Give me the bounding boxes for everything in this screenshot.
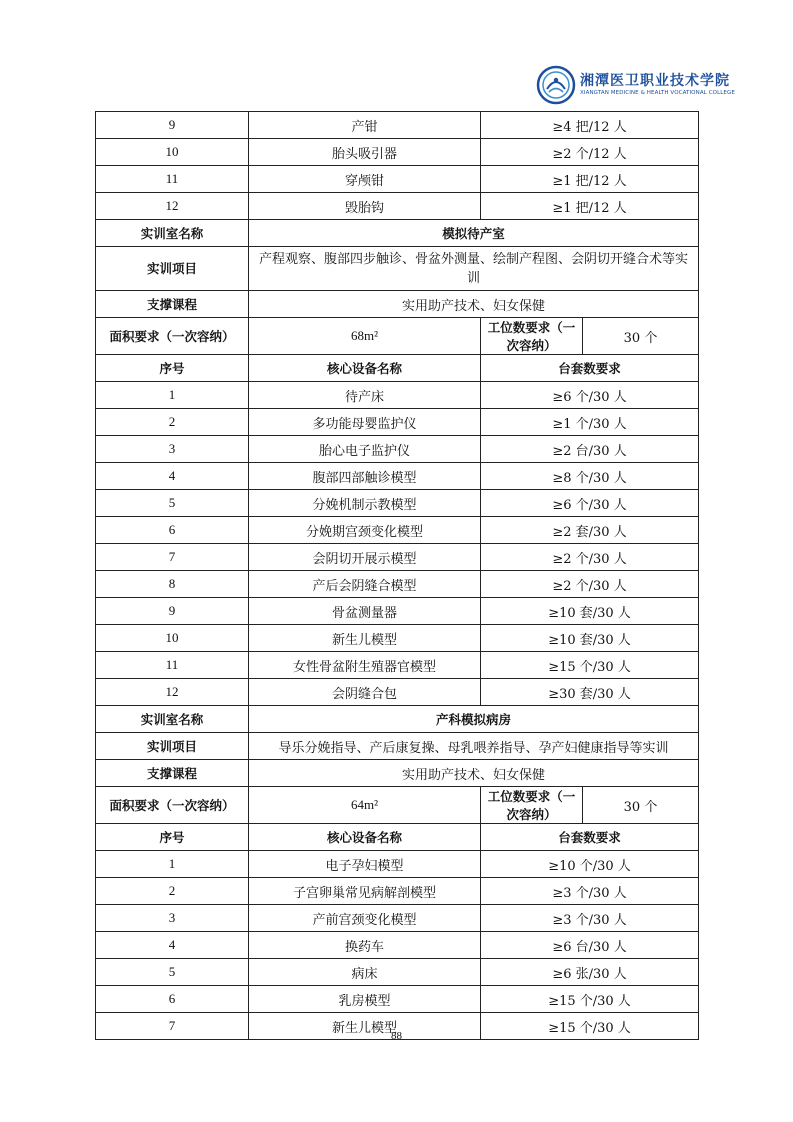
column-header-quantity: 台套数要求 xyxy=(481,824,699,851)
room-name: 模拟待产室 xyxy=(249,220,699,247)
quantity-requirement: ≥1 个/30 人 xyxy=(481,409,699,436)
quantity-requirement: ≥3 个/30 人 xyxy=(481,878,699,905)
course-value: 实用助产技术、妇女保健 xyxy=(249,760,699,787)
row-number: 5 xyxy=(96,959,249,986)
area-label: 面积要求（一次容纳） xyxy=(96,318,249,355)
quantity-requirement: ≥6 个/30 人 xyxy=(481,490,699,517)
quantity-requirement: ≥10 个/30 人 xyxy=(481,851,699,878)
area-row xyxy=(96,318,699,355)
equipment-name: 分娩期宫颈变化模型 xyxy=(249,517,481,544)
row-number: 1 xyxy=(96,382,249,409)
project-value: 导乐分娩指导、产后康复操、母乳喂养指导、孕产妇健康指导等实训 xyxy=(249,733,699,760)
project-row xyxy=(96,247,699,291)
column-header-quantity: 台套数要求 xyxy=(481,355,699,382)
table-row xyxy=(96,652,699,679)
row-number: 4 xyxy=(96,932,249,959)
course-label: 支撑课程 xyxy=(96,291,249,318)
column-header-number: 序号 xyxy=(96,355,249,382)
equipment-name: 病床 xyxy=(249,959,481,986)
quantity-requirement: ≥2 个/30 人 xyxy=(481,571,699,598)
project-row xyxy=(96,733,699,760)
quantity-requirement: ≥8 个/30 人 xyxy=(481,463,699,490)
room-name-row xyxy=(96,706,699,733)
area-row xyxy=(96,787,699,824)
row-number: 6 xyxy=(96,517,249,544)
project-label: 实训项目 xyxy=(96,733,249,760)
table-row xyxy=(96,193,699,220)
area-value: 68m² xyxy=(249,318,481,355)
quantity-requirement: ≥15 个/30 人 xyxy=(481,986,699,1013)
equipment-name: 会阴切开展示模型 xyxy=(249,544,481,571)
row-number: 2 xyxy=(96,878,249,905)
row-number: 9 xyxy=(96,112,249,139)
room-name-row xyxy=(96,220,699,247)
column-header-equipment: 核心设备名称 xyxy=(249,355,481,382)
quantity-requirement: ≥30 套/30 人 xyxy=(481,679,699,706)
row-number: 10 xyxy=(96,625,249,652)
equipment-name: 分娩机制示教模型 xyxy=(249,490,481,517)
quantity-requirement: ≥2 套/30 人 xyxy=(481,517,699,544)
table-row xyxy=(96,932,699,959)
equipment-name: 新生儿模型 xyxy=(249,1013,481,1040)
row-number: 1 xyxy=(96,851,249,878)
course-value: 实用助产技术、妇女保健 xyxy=(249,291,699,318)
table-row xyxy=(96,598,699,625)
quantity-requirement: ≥2 个/12 人 xyxy=(481,139,699,166)
equipment-name: 新生儿模型 xyxy=(249,625,481,652)
table-row xyxy=(96,436,699,463)
room-name-label: 实训室名称 xyxy=(96,220,249,247)
page-number: 88 xyxy=(391,1030,402,1042)
table-row xyxy=(96,490,699,517)
table-row xyxy=(96,959,699,986)
row-number: 5 xyxy=(96,490,249,517)
equipment-name: 待产床 xyxy=(249,382,481,409)
row-number: 6 xyxy=(96,986,249,1013)
college-name-english: XIANGTAN MEDICINE & HEALTH VOCATIONAL COLLEGE xyxy=(580,90,735,96)
row-number: 2 xyxy=(96,409,249,436)
table-row xyxy=(96,851,699,878)
row-number: 10 xyxy=(96,139,249,166)
project-value: 产程观察、腹部四步触诊、骨盆外测量、绘制产程图、会阴切开缝合术等实训 xyxy=(249,247,699,291)
equipment-name: 电子孕妇模型 xyxy=(249,851,481,878)
equipment-name: 产前宫颈变化模型 xyxy=(249,905,481,932)
course-row xyxy=(96,760,699,787)
equipment-name: 骨盆测量器 xyxy=(249,598,481,625)
column-header-row xyxy=(96,355,699,382)
course-label: 支撑课程 xyxy=(96,760,249,787)
quantity-requirement: ≥10 套/30 人 xyxy=(481,625,699,652)
table-row xyxy=(96,878,699,905)
quantity-requirement: ≥15 个/30 人 xyxy=(481,1013,699,1040)
equipment-name: 多功能母婴监护仪 xyxy=(249,409,481,436)
quantity-requirement: ≥6 张/30 人 xyxy=(481,959,699,986)
column-header-number: 序号 xyxy=(96,824,249,851)
table-row xyxy=(96,112,699,139)
table-row xyxy=(96,382,699,409)
room-name-label: 实训室名称 xyxy=(96,706,249,733)
station-value: 30 个 xyxy=(583,787,699,824)
quantity-requirement: ≥6 台/30 人 xyxy=(481,932,699,959)
station-value: 30 个 xyxy=(583,318,699,355)
quantity-requirement: ≥1 把/12 人 xyxy=(481,166,699,193)
college-name: 湘潭医卫职业技术学院 xyxy=(580,73,730,89)
table-row xyxy=(96,679,699,706)
column-header-row xyxy=(96,824,699,851)
table-row xyxy=(96,544,699,571)
equipment-name: 换药车 xyxy=(249,932,481,959)
station-label: 工位数要求（一次容纳） xyxy=(481,787,583,824)
quantity-requirement: ≥6 个/30 人 xyxy=(481,382,699,409)
quantity-requirement: ≥1 把/12 人 xyxy=(481,193,699,220)
quantity-requirement: ≥2 台/30 人 xyxy=(481,436,699,463)
row-number: 11 xyxy=(96,652,249,679)
equipment-name: 腹部四部触诊模型 xyxy=(249,463,481,490)
quantity-requirement: ≥15 个/30 人 xyxy=(481,652,699,679)
equipment-name: 会阴缝合包 xyxy=(249,679,481,706)
station-label: 工位数要求（一次容纳） xyxy=(481,318,583,355)
row-number: 3 xyxy=(96,436,249,463)
table-row xyxy=(96,986,699,1013)
table-row xyxy=(96,517,699,544)
table-row xyxy=(96,139,699,166)
equipment-name: 产钳 xyxy=(249,112,481,139)
row-number: 4 xyxy=(96,463,249,490)
table-row xyxy=(96,571,699,598)
quantity-requirement: ≥2 个/30 人 xyxy=(481,544,699,571)
project-label: 实训项目 xyxy=(96,247,249,291)
row-number: 9 xyxy=(96,598,249,625)
table-row xyxy=(96,166,699,193)
quantity-requirement: ≥10 套/30 人 xyxy=(481,598,699,625)
quantity-requirement: ≥3 个/30 人 xyxy=(481,905,699,932)
equipment-name: 胎头吸引器 xyxy=(249,139,481,166)
equipment-name: 毁胎钩 xyxy=(249,193,481,220)
table-row xyxy=(96,463,699,490)
equipment-name: 穿颅钳 xyxy=(249,166,481,193)
room-name: 产科模拟病房 xyxy=(249,706,699,733)
row-number: 12 xyxy=(96,193,249,220)
table-row xyxy=(96,409,699,436)
row-number: 7 xyxy=(96,1013,249,1040)
equipment-name: 产后会阴缝合模型 xyxy=(249,571,481,598)
course-row xyxy=(96,291,699,318)
area-label: 面积要求（一次容纳） xyxy=(96,787,249,824)
row-number: 8 xyxy=(96,571,249,598)
college-emblem-icon xyxy=(536,65,576,105)
row-number: 11 xyxy=(96,166,249,193)
equipment-name: 胎心电子监护仪 xyxy=(249,436,481,463)
equipment-name: 女性骨盆附生殖器官模型 xyxy=(249,652,481,679)
row-number: 12 xyxy=(96,679,249,706)
column-header-equipment: 核心设备名称 xyxy=(249,824,481,851)
table-row xyxy=(96,625,699,652)
quantity-requirement: ≥4 把/12 人 xyxy=(481,112,699,139)
row-number: 7 xyxy=(96,544,249,571)
equipment-name: 子宫卵巢常见病解剖模型 xyxy=(249,878,481,905)
equipment-table xyxy=(95,111,699,1040)
table-row xyxy=(96,905,699,932)
college-logo xyxy=(536,63,735,109)
area-value: 64m² xyxy=(249,787,481,824)
equipment-name: 乳房模型 xyxy=(249,986,481,1013)
row-number: 3 xyxy=(96,905,249,932)
